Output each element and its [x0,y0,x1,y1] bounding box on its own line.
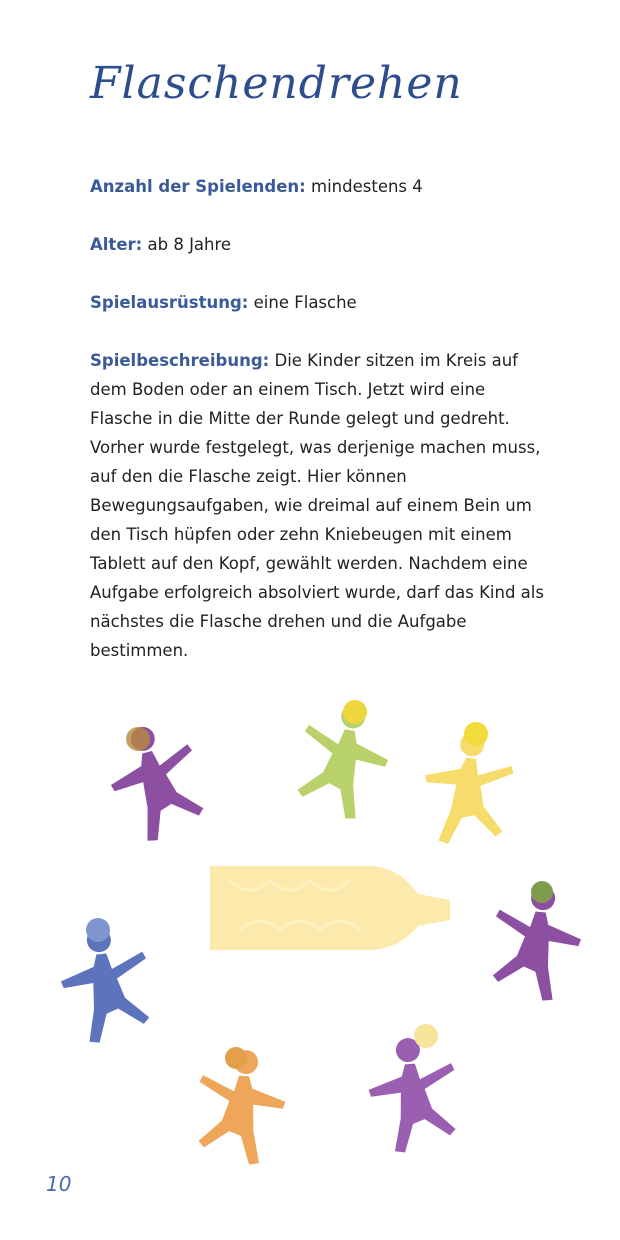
field-players-value: mindestens 4 [305,177,423,196]
field-equipment-value: eine Flasche [248,293,357,312]
field-equipment-label: Spielausrüstung: [90,293,249,312]
page-title: Flaschendrehen [90,58,463,109]
field-players-label: Anzahl der Spielenden: [90,177,306,196]
page-number: 10 [46,1172,72,1196]
field-age-label: Alter: [90,235,143,254]
bottle-icon [210,866,450,950]
child-figure-icon [365,1035,460,1155]
field-description-value: Die Kinder sitzen im Kreis auf dem Boden oder an einem Tisch. Jetzt wird eine Flasche in die Mitte der Runde gelegt und gedreht. Vorher wurde festgelegt, was derjenige machen muss, auf den die Flasche zeigt. Hier können Bewegungsaufgaben, wie dreimal auf einem Bein um den Tisch hüpfen oder zehn Kniebeugen mit einem Tablett auf den Kopf, gewählt werden. Nachdem eine Aufgabe erfolgreich absolviert wurde, darf das Kind als nächstes die Flasche drehen und die Aufgabe bestimmen. [90,351,544,660]
field-description-label: Spielbeschreibung: [90,351,270,370]
child-figure-icon [416,727,518,852]
illustration [0,680,620,1180]
field-age [90,230,550,259]
field-equipment [90,288,550,317]
field-players [90,172,550,201]
child-figure-icon [56,924,154,1046]
field-description [90,346,550,665]
child-figure-icon [99,716,211,848]
field-age-value: ab 8 Jahre [142,235,232,254]
